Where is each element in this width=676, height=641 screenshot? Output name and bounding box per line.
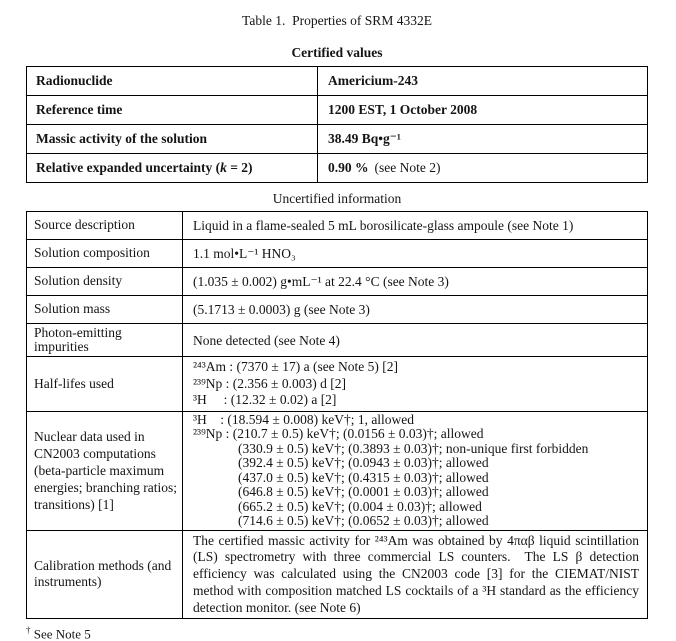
row-value	[183, 212, 648, 240]
cell-line: ²³⁹Np : (210.7 ± 0.5) keV†; (0.0156 ± 0.03)†; allowed	[193, 426, 484, 441]
row-label-text: Relative expanded uncertainty (	[36, 160, 221, 175]
footnote	[26, 622, 648, 641]
row-label-text: Reference time	[36, 102, 123, 117]
row-label: Solution mass	[27, 296, 183, 324]
cell-line: None detected (see Note 4)	[193, 332, 340, 348]
cell-line: (646.8 ± 0.5) keV†; (0.0001 ± 0.03)†; allowed	[238, 484, 489, 499]
row-value	[183, 296, 648, 324]
cell-line: (665.2 ± 0.5) keV†; (0.004 ± 0.03)†; allowed	[238, 498, 482, 514]
row-value-text: 0.90 %	[328, 160, 369, 175]
table-row	[27, 296, 648, 324]
row-label: Source description	[27, 212, 183, 240]
row-label: Solution density	[27, 268, 183, 296]
cell-line: ²³⁹Np : (2.356 ± 0.003) d [2]	[193, 375, 346, 391]
cell-line: (5.1713 ± 0.0003) g (see Note 3)	[193, 302, 370, 317]
cell-line: (330.9 ± 0.5) keV†; (0.3893 ± 0.03)†; non-unique first forbidden	[238, 440, 589, 456]
row-value	[183, 411, 648, 530]
uncertified-table	[26, 211, 648, 619]
table-row	[27, 411, 648, 530]
table-row	[27, 530, 648, 619]
row-value	[183, 240, 648, 268]
row-value	[183, 357, 648, 412]
cell-line: ³H : (12.32 ± 0.02) a [2]	[193, 392, 337, 407]
row-value-note: (see Note 2)	[374, 160, 441, 175]
row-label-italic: k	[220, 160, 227, 175]
uncertified-heading: Uncertified information	[272, 191, 402, 206]
table-row	[27, 268, 648, 296]
table-row	[27, 240, 648, 268]
row-value-text: 1200 EST, 1 October 2008	[328, 102, 478, 117]
row-value-text: 38.49 Bq•g⁻¹	[328, 131, 401, 146]
row-label: Calibration methods (and instruments)	[27, 530, 183, 619]
row-value	[318, 125, 648, 154]
cell-line: (714.6 ± 0.5) keV†; (0.0652 ± 0.03)†; allowed	[238, 513, 489, 528]
dagger-symbol: †	[26, 625, 31, 636]
row-value	[183, 268, 648, 296]
table-row	[27, 125, 648, 154]
row-label	[27, 67, 318, 96]
row-label-text: Radionuclide	[36, 73, 113, 88]
cell-line: 1.1 mol•L⁻¹ HNO₃	[193, 246, 296, 261]
row-label	[27, 154, 318, 183]
row-label-suffix: = 2)	[226, 160, 253, 175]
row-label	[27, 125, 318, 154]
row-label: Nuclear data used in CN2003 computations (beta-particle maximum energies; branching ratios; transitions) [1]	[27, 411, 183, 530]
row-label	[27, 96, 318, 125]
row-value	[318, 154, 648, 183]
row-label: Solution composition	[27, 240, 183, 268]
table-row	[27, 212, 648, 240]
cell-line: Liquid in a flame-sealed 5 mL borosilicate-glass ampoule (see Note 1)	[193, 218, 574, 233]
row-label: Half-lifes used	[27, 357, 183, 412]
row-value	[318, 67, 648, 96]
cell-line: ³H : (18.594 ± 0.008) keV†; 1, allowed	[193, 411, 415, 427]
table-row	[27, 154, 648, 183]
document-page	[26, 0, 648, 641]
cell-line: ²⁴³Am : (7370 ± 17) a (see Note 5) [2]	[193, 359, 399, 374]
cell-paragraph: The certified massic activity for ²⁴³Am was obtained by 4παβ liquid scintillation (LS) spectrometry with three commercial LS counters. The LS β detection efficiency was calculated using the CN2003 code [3] for the CIEMAT/NIST method with composition matched LS cocktails of a ³H standard as the efficiency detection monitor. (see Note 6)	[193, 532, 639, 615]
row-label-text: Massic activity of the solution	[36, 131, 207, 146]
row-label: Photon-emitting impurities	[27, 324, 183, 357]
table-row	[27, 67, 648, 96]
certified-table	[26, 66, 648, 183]
table-row	[27, 96, 648, 125]
cell-line: (437.0 ± 0.5) keV†; (0.4315 ± 0.03)†; allowed	[238, 469, 489, 485]
table-row	[27, 357, 648, 412]
cell-line: (392.4 ± 0.5) keV†; (0.0943 ± 0.03)†; allowed	[238, 455, 489, 470]
footnote-text: See Note 5	[30, 626, 91, 641]
certified-values-heading: Certified values	[291, 45, 383, 60]
row-value-text: Americium-243	[328, 73, 418, 88]
cell-line: (1.035 ± 0.002) g•mL⁻¹ at 22.4 °C (see Note 3)	[193, 274, 449, 289]
row-value	[318, 96, 648, 125]
row-value	[183, 530, 648, 619]
document-title: Table 1. Properties of SRM 4332E	[242, 13, 432, 28]
table-row	[27, 324, 648, 357]
row-value	[183, 324, 648, 357]
